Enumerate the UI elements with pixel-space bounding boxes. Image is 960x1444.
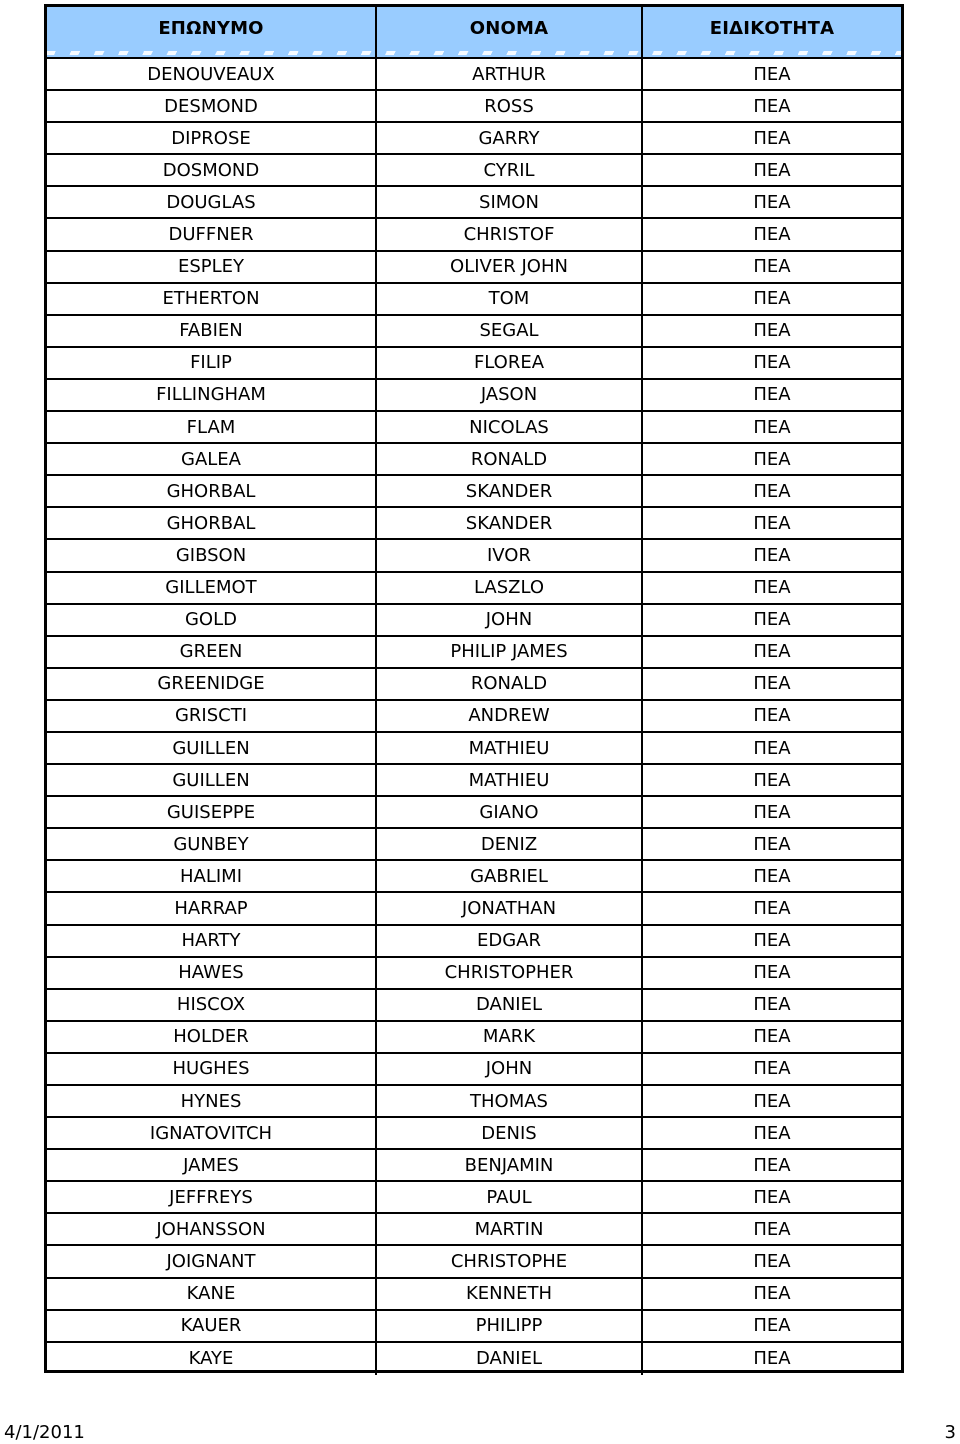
cell-specialty: ΠΕΑ (753, 930, 791, 952)
table-row (47, 155, 901, 187)
cell-specialty: ΠΕΑ (753, 159, 791, 181)
table-row (47, 1343, 901, 1375)
cell-specialty: ΠΕΑ (753, 865, 791, 887)
cell-surname: GOLD (47, 605, 377, 635)
cell-surname: KAYE (47, 1343, 377, 1375)
cell-specialty: ΠΕΑ (753, 63, 791, 85)
cell-first-name: TOM (377, 284, 643, 314)
cell-first-name: RONALD (377, 669, 643, 699)
table-row (47, 1118, 901, 1150)
cell-first-name: BENJAMIN (377, 1150, 643, 1180)
cell-surname: DOSMOND (47, 155, 377, 185)
cell-surname: HOLDER (47, 1022, 377, 1052)
table-row (47, 797, 901, 829)
cell-surname: GUILLEN (47, 733, 377, 763)
table-row (47, 380, 901, 412)
table-row (47, 861, 901, 893)
cell-surname: IGNATOVITCH (47, 1118, 377, 1148)
table-row (47, 829, 901, 861)
cell-surname: GALEA (47, 444, 377, 474)
personnel-table (44, 4, 904, 1373)
cell-surname: GIBSON (47, 540, 377, 570)
cell-specialty: ΠΕΑ (753, 448, 791, 470)
cell-surname: HYNES (47, 1086, 377, 1116)
cell-first-name: JOHN (377, 605, 643, 635)
table-row (47, 1214, 901, 1246)
cell-specialty: ΠΕΑ (753, 384, 791, 406)
cell-specialty: ΠΕΑ (753, 224, 791, 246)
cell-surname: HAWES (47, 958, 377, 988)
table-row (47, 1054, 901, 1086)
table-row (47, 1182, 901, 1214)
cell-specialty: ΠΕΑ (753, 1122, 791, 1144)
cell-surname: FLAM (47, 412, 377, 442)
cell-first-name: OLIVER JOHN (377, 252, 643, 282)
table-row (47, 958, 901, 990)
cell-surname: HARRAP (47, 893, 377, 923)
table-row (47, 252, 901, 284)
table-row (47, 123, 901, 155)
table-row (47, 637, 901, 669)
cell-surname: GHORBAL (47, 476, 377, 506)
cell-surname: GRISCTI (47, 701, 377, 731)
cell-surname: JAMES (47, 1150, 377, 1180)
table-row (47, 1279, 901, 1311)
cell-specialty: ΠΕΑ (753, 833, 791, 855)
cell-specialty: ΠΕΑ (753, 962, 791, 984)
cell-first-name: SEGAL (377, 316, 643, 346)
cell-first-name: DANIEL (377, 1343, 643, 1375)
table-row (47, 1246, 901, 1278)
table-row (47, 701, 901, 733)
table-row (47, 187, 901, 219)
cell-specialty: ΠΕΑ (753, 1218, 791, 1240)
cell-surname: DENOUVEAUX (47, 59, 377, 89)
table-body (47, 59, 901, 1375)
table-row (47, 990, 901, 1022)
cell-specialty: ΠΕΑ (753, 288, 791, 310)
page-number: 3 (944, 1422, 956, 1443)
table-row (47, 765, 901, 797)
cell-first-name: CHRISTOPHER (377, 958, 643, 988)
cell-first-name: DANIEL (377, 990, 643, 1020)
cell-specialty: ΠΕΑ (753, 1058, 791, 1080)
cell-specialty: ΠΕΑ (753, 737, 791, 759)
cell-specialty: ΠΕΑ (753, 127, 791, 149)
cell-specialty: ΠΕΑ (753, 641, 791, 663)
cell-specialty: ΠΕΑ (753, 1315, 791, 1337)
cell-surname: GHORBAL (47, 508, 377, 538)
cell-specialty: ΠΕΑ (753, 897, 791, 919)
table-row (47, 733, 901, 765)
cell-first-name: FLOREA (377, 348, 643, 378)
cell-first-name: SIMON (377, 187, 643, 217)
cell-first-name: THOMAS (377, 1086, 643, 1116)
cell-first-name: ROSS (377, 91, 643, 121)
cell-first-name: LASZLO (377, 573, 643, 603)
cell-first-name: EDGAR (377, 926, 643, 956)
cell-specialty: ΠΕΑ (753, 1251, 791, 1273)
cell-specialty: ΠΕΑ (753, 577, 791, 599)
table-row (47, 219, 901, 251)
cell-surname: ETHERTON (47, 284, 377, 314)
cell-surname: DIPROSE (47, 123, 377, 153)
header-first-name: ΟΝΟΜΑ (377, 7, 643, 57)
cell-surname: JEFFREYS (47, 1182, 377, 1212)
cell-specialty: ΠΕΑ (753, 352, 791, 374)
cell-surname: HALIMI (47, 861, 377, 891)
table-row (47, 605, 901, 637)
cell-first-name: KENNETH (377, 1279, 643, 1309)
cell-first-name: CHRISTOF (377, 219, 643, 249)
table-row (47, 444, 901, 476)
cell-first-name: GARRY (377, 123, 643, 153)
cell-surname: GREENIDGE (47, 669, 377, 699)
cell-first-name: MARTIN (377, 1214, 643, 1244)
footer-date: 4/1/2011 (4, 1422, 85, 1443)
table-row (47, 926, 901, 958)
cell-surname: GUNBEY (47, 829, 377, 859)
cell-first-name: PHILIP JAMES (377, 637, 643, 667)
cell-first-name: ANDREW (377, 701, 643, 731)
table-row (47, 1150, 901, 1182)
cell-surname: FILIP (47, 348, 377, 378)
cell-specialty: ΠΕΑ (753, 1283, 791, 1305)
header-specialty: ΕΙΔΙΚΟΤΗΤΑ (709, 17, 835, 39)
cell-first-name: CYRIL (377, 155, 643, 185)
table-row (47, 1022, 901, 1054)
cell-first-name: PAUL (377, 1182, 643, 1212)
cell-specialty: ΠΕΑ (753, 1090, 791, 1112)
table-row (47, 316, 901, 348)
cell-first-name: JOHN (377, 1054, 643, 1084)
cell-first-name: SKANDER (377, 508, 643, 538)
cell-specialty: ΠΕΑ (753, 191, 791, 213)
cell-surname: DUFFNER (47, 219, 377, 249)
cell-first-name: SKANDER (377, 476, 643, 506)
cell-first-name: DENIS (377, 1118, 643, 1148)
table-row (47, 412, 901, 444)
cell-surname: FABIEN (47, 316, 377, 346)
cell-surname: GUISEPPE (47, 797, 377, 827)
cell-surname: JOHANSSON (47, 1214, 377, 1244)
cell-surname: GREEN (47, 637, 377, 667)
cell-surname: DESMOND (47, 91, 377, 121)
cell-first-name: ARTHUR (377, 59, 643, 89)
table-row (47, 1311, 901, 1343)
cell-surname: ESPLEY (47, 252, 377, 282)
cell-surname: KAUER (47, 1311, 377, 1341)
cell-surname: HISCOX (47, 990, 377, 1020)
cell-first-name: PHILIPP (377, 1311, 643, 1341)
table-row (47, 893, 901, 925)
cell-surname: HUGHES (47, 1054, 377, 1084)
cell-surname: GILLEMOT (47, 573, 377, 603)
cell-first-name: CHRISTOPHE (377, 1246, 643, 1276)
cell-specialty: ΠΕΑ (753, 1186, 791, 1208)
cell-first-name: DENIZ (377, 829, 643, 859)
cell-surname: HARTY (47, 926, 377, 956)
cell-specialty: ΠΕΑ (753, 480, 791, 502)
cell-first-name: JONATHAN (377, 893, 643, 923)
cell-surname: JOIGNANT (47, 1246, 377, 1276)
cell-specialty: ΠΕΑ (753, 256, 791, 278)
table-row (47, 669, 901, 701)
cell-specialty: ΠΕΑ (753, 673, 791, 695)
cell-specialty: ΠΕΑ (753, 801, 791, 823)
cell-first-name: GABRIEL (377, 861, 643, 891)
table-header (47, 7, 901, 59)
cell-first-name: RONALD (377, 444, 643, 474)
table-row (47, 91, 901, 123)
cell-specialty: ΠΕΑ (753, 1026, 791, 1048)
cell-first-name: GIANO (377, 797, 643, 827)
cell-surname: KANE (47, 1279, 377, 1309)
cell-first-name: MATHIEU (377, 733, 643, 763)
table-row (47, 348, 901, 380)
cell-specialty: ΠΕΑ (753, 705, 791, 727)
cell-specialty: ΠΕΑ (753, 512, 791, 534)
cell-specialty: ΠΕΑ (753, 416, 791, 438)
cell-specialty: ΠΕΑ (753, 994, 791, 1016)
cell-first-name: MARK (377, 1022, 643, 1052)
cell-surname: FILLINGHAM (47, 380, 377, 410)
cell-first-name: NICOLAS (377, 412, 643, 442)
cell-first-name: JASON (377, 380, 643, 410)
cell-specialty: ΠΕΑ (753, 95, 791, 117)
cell-specialty: ΠΕΑ (753, 769, 791, 791)
cell-specialty: ΠΕΑ (753, 544, 791, 566)
cell-first-name: IVOR (377, 540, 643, 570)
cell-first-name: MATHIEU (377, 765, 643, 795)
table-row (47, 1086, 901, 1118)
table-row (47, 508, 901, 540)
cell-specialty: ΠΕΑ (753, 609, 791, 631)
table-row (47, 573, 901, 605)
header-surname: ΕΠΩΝΥΜΟ (47, 7, 377, 57)
cell-surname: GUILLEN (47, 765, 377, 795)
cell-surname: DOUGLAS (47, 187, 377, 217)
table-row (47, 284, 901, 316)
cell-specialty: ΠΕΑ (753, 320, 791, 342)
table-row (47, 59, 901, 91)
cell-specialty: ΠΕΑ (753, 1348, 791, 1370)
cell-specialty: ΠΕΑ (753, 1154, 791, 1176)
table-row (47, 476, 901, 508)
table-row (47, 540, 901, 572)
